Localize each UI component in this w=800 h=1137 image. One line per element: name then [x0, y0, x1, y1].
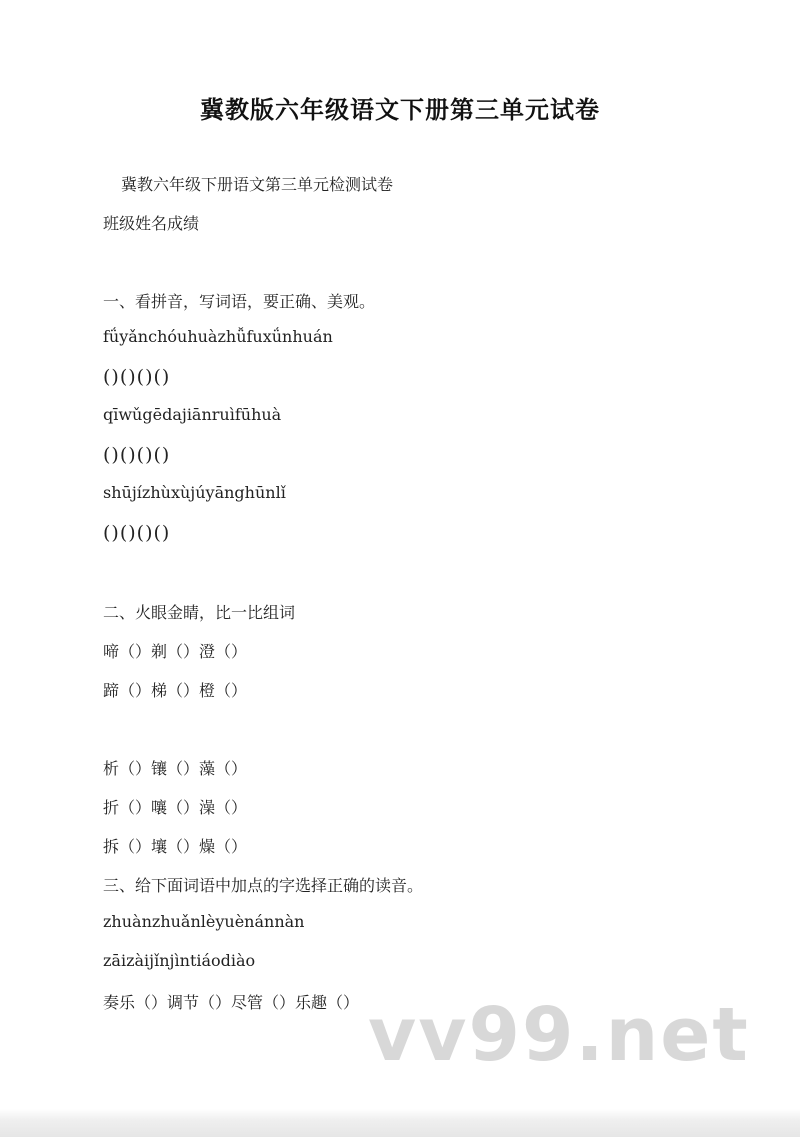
section2-row: 啼（）剃（）澄（） — [103, 642, 248, 661]
section2-row: 折（）嚷（）澡（） — [103, 798, 248, 817]
section1-heading: 一、看拼音，写词语，要正确、美观。 — [103, 292, 376, 311]
section3-pinyin-2: zāizàijǐnjìntiáodiào — [103, 951, 256, 970]
section1-answer-boxes-3: ()()()() — [103, 522, 171, 544]
section1-pinyin-1: fǘyǎnchóuhuàzhǚfuxǘnhuán — [103, 327, 333, 346]
section1-answer-boxes-2: ()()()() — [103, 444, 171, 466]
section2-row: 拆（）壤（）燥（） — [103, 837, 248, 856]
document-title: 冀教版六年级语文下册第三单元试卷 — [200, 96, 600, 124]
section3-pinyin-1: zhuànzhuǎnlèyuènánnàn — [103, 912, 305, 931]
section1-pinyin-3: shūjízhùxùjúyānghūnlǐ — [103, 483, 286, 502]
section2-row: 蹄（）梯（）橙（） — [103, 681, 248, 700]
class-name-score-line: 班级姓名成绩 — [103, 214, 200, 233]
section1-answer-boxes-1: ()()()() — [103, 366, 171, 388]
section2-heading: 二、火眼金睛，比一比组词 — [103, 603, 296, 622]
page-bottom-edge — [0, 1109, 800, 1137]
section3-heading: 三、给下面词语中加点的字选择正确的读音。 — [103, 876, 424, 895]
document-subtitle: 冀教六年级下册语文第三单元检测试卷 — [121, 175, 394, 194]
section1-pinyin-2: qīwǔgēdajiānruìfūhuà — [103, 405, 282, 424]
section2-row: 析（）镶（）藻（） — [103, 759, 248, 778]
watermark: vv99.net — [368, 992, 750, 1078]
section3-words: 奏乐（）调节（）尽管（）乐趣（） — [103, 993, 360, 1012]
